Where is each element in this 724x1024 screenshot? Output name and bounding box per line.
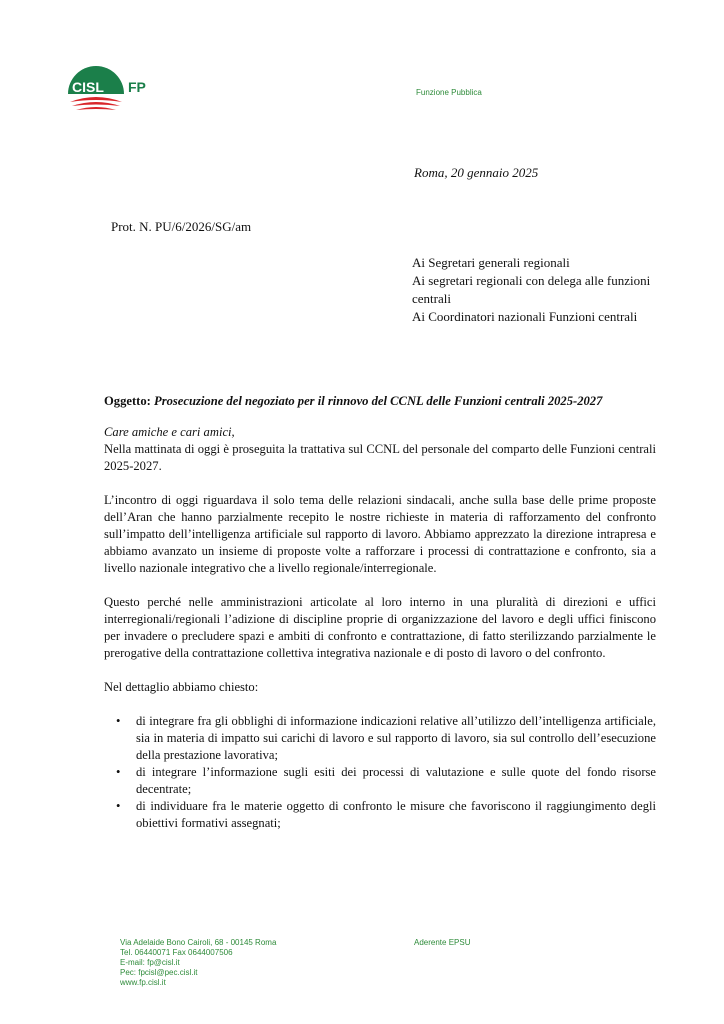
protocol-number: Prot. N. PU/6/2026/SG/am [111,219,252,234]
footer-website: www.fp.cisl.it [120,978,166,987]
recipients-block [412,254,672,326]
logo-suffix: FP [128,79,146,95]
body-paragraph: Questo perché nelle amministrazioni articolate al loro interno in una pluralità di direzioni e uffici interregionali/regionali l’adizione di discipline proprie di organizzazione del lavoro e degli uffici finiscono per invadere o precludere spazi e ambiti di confronto e contrattazione, di fatto sterilizzando parzialmente le prerogative della contrattazione collettiva integrativa nazionale e di posto di lavoro o del confronto. [104,595,656,660]
footer-pec: Pec: fpcisl@pec.cisl.it [120,968,198,977]
bullet-icon: • [116,714,121,728]
bullet-icon: • [116,765,121,779]
footer-phone: Tel. 06440071 Fax 0644007506 [120,948,233,957]
requests-list [104,713,656,832]
cisl-fp-logo [66,62,156,122]
request-text: di integrare fra gli obblighi di informazione indicazioni relative all’utilizzo dell’intelligenza artificiale, sia in materia di impatto sui carichi di lavoro e sul rapporto di lavoro, sia sul controllo dell’esecuzione della prestazione lavorativa; [136,714,656,762]
subject-label: Oggetto: [104,394,151,408]
logo-word: CISL [72,79,104,95]
request-text: di integrare l’informazione sugli esiti dei processi di valutazione e sulle quote del fondo risorse decentrate; [136,765,656,796]
org-label: Funzione Pubblica [416,88,482,97]
recipient-line: Ai Coordinatori nazionali Funzioni centrali [412,309,638,324]
footer-contacts [120,938,276,988]
list-item [104,798,656,832]
subject-text: Prosecuzione del negoziato per il rinnovo del CCNL delle Funzioni centrali 2025-2027 [154,394,603,408]
body-paragraph: Nel dettaglio abbiamo chiesto: [104,680,259,694]
footer-email: E-mail: fp@cisl.it [120,958,180,967]
logo-mark-icon [66,62,156,122]
body-paragraph: Nella mattinata di oggi è proseguita la trattativa sul CCNL del personale del comparto delle Funzioni centrali 2025-2027. [104,442,656,473]
letter-date: Roma, 20 gennaio 2025 [414,165,539,180]
greeting: Care amiche e cari amici, [104,425,235,439]
body-paragraph: L’incontro di oggi riguardava il solo tema delle relazioni sindacali, anche sulla base delle prime proposte dell’Aran che hanno parzialmente recepito le nostre richieste in materia di rafforzamento del confronto sull’impatto dell’intelligenza artificiale sul rapporto di lavoro. Abbiamo apprezzato la direzione intrapresa e abbiamo avanzato un insieme di proposte volte a rafforzare i processi di contrattazione e confronto, sia a livello nazionale integrativo che a livello regionale/interregionale. [104,493,656,575]
recipient-line: Ai Segretari generali regionali [412,255,570,270]
request-text: di individuare fra le materie oggetto di confronto le misure che favoriscono il raggiungimento degli obiettivi formativi assegnati; [136,799,656,830]
list-item [104,764,656,798]
footer-address: Via Adelaide Bono Cairoli, 68 - 00145 Roma [120,938,277,947]
subject-line [104,394,602,409]
recipient-line: Ai segretari regionali con delega alle funzioni [412,273,651,288]
recipient-line: centrali [412,291,451,306]
list-item [104,713,656,764]
bullet-icon: • [116,799,121,813]
letter-body [104,424,656,832]
footer-affiliation: Aderente EPSU [414,938,471,947]
